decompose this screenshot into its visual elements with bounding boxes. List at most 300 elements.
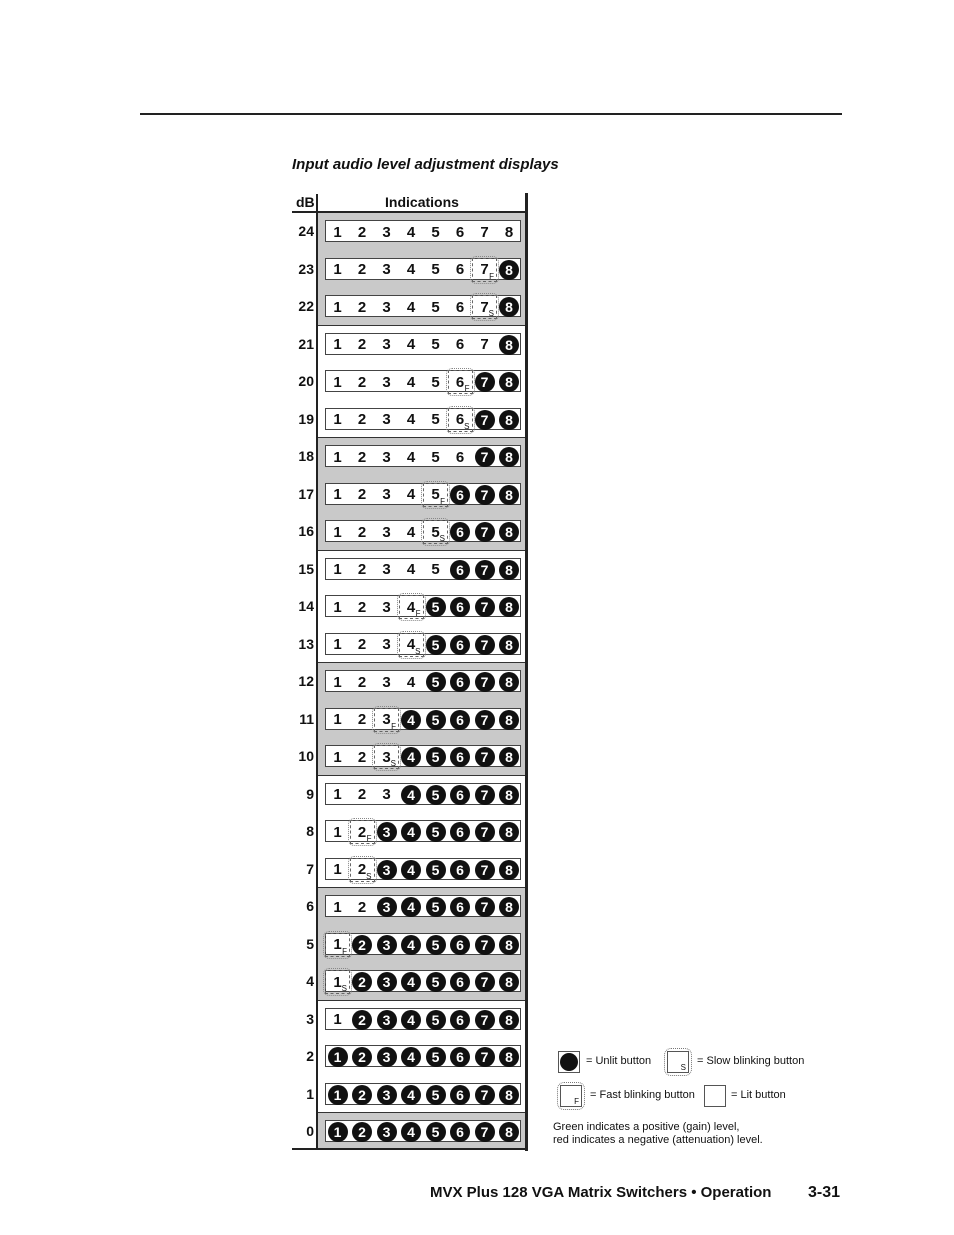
button-label: 8 [499,672,519,692]
audio-button-3 [375,521,398,543]
button-label: 1 [333,973,342,991]
button-label: 8 [499,710,519,730]
audio-button-6 [449,484,472,506]
audio-button-6 [449,1046,472,1068]
audio-button-4 [400,446,423,468]
audio-button-5 [424,784,447,806]
audio-button-1 [326,971,349,993]
button-label: 8 [504,223,514,241]
button-label: 7 [475,1010,495,1030]
button-label: 7 [475,710,495,730]
figure-title: Input audio level adjustment displays [292,156,559,173]
audio-button-4 [400,859,423,881]
note-line-1: Green indicates a positive (gain) level, [553,1121,740,1133]
button-label: 1 [333,373,342,391]
audio-button-1 [326,259,349,281]
audio-button-8 [498,784,521,806]
audio-button-1 [326,559,349,581]
button-label: 7 [475,635,495,655]
audio-button-8 [498,334,521,356]
blink-mode: S [488,309,494,318]
button-label: 3 [377,935,397,955]
audio-button-2 [351,521,374,543]
db-label: 11 [299,710,314,727]
blink-mode: S [390,759,396,768]
audio-button-4 [400,634,423,656]
button-label: 3 [382,673,391,691]
button-strip [325,1008,521,1030]
button-label: 2 [357,261,367,278]
button-label: 1 [333,261,342,278]
audio-button-8 [498,484,521,506]
button-label: 6 [450,1085,470,1105]
audio-button-4 [400,521,423,543]
audio-button-5 [424,896,447,918]
audio-button-2 [351,409,374,431]
button-label: 1 [328,1122,348,1142]
audio-button-3 [375,221,398,243]
db-label: 13 [298,635,314,652]
button-label: 6 [450,635,470,655]
db-label: 18 [298,448,314,464]
button-label: 8 [499,747,519,767]
button-label: 7 [475,747,495,767]
button-label: 1 [333,786,342,803]
button-label: 7 [475,522,495,542]
audio-button-6 [449,296,472,318]
button-label: 4 [401,1122,421,1142]
audio-button-6 [449,259,472,281]
button-label: 6 [450,522,470,542]
db-label: 2 [306,1048,314,1064]
button-label: 2 [352,1010,372,1030]
button-label: 6 [450,897,470,917]
audio-button-6 [449,709,472,731]
audio-button-7 [473,1121,496,1143]
button-label: 1 [333,748,342,766]
button-label: 4 [401,860,421,880]
button-label: 4 [406,598,416,616]
button-label: 8 [499,335,519,355]
button-label: 4 [401,935,421,955]
audio-button-4 [400,709,423,731]
button-label: 6 [455,411,465,428]
audio-button-5 [424,296,447,318]
fast-blink-button-icon: F [560,1085,582,1107]
audio-button-2 [351,296,374,318]
audio-button-4 [400,559,423,581]
db-label: 4 [306,973,314,989]
audio-button-8 [498,934,521,956]
button-label: 5 [426,822,446,842]
audio-button-5 [424,1046,447,1068]
audio-button-5 [424,634,447,656]
button-strip [325,520,521,542]
top-rule [140,113,842,115]
button-label: 1 [333,411,342,428]
audio-button-2 [351,971,374,993]
blink-mode: S [415,646,421,656]
audio-button-2 [351,559,374,581]
button-label: 2 [357,523,367,541]
button-label: 2 [352,1122,372,1142]
button-label: 2 [352,1085,372,1105]
audio-button-4 [400,296,423,318]
button-label: 4 [401,897,421,917]
button-label: 2 [357,748,367,766]
button-label: 4 [406,411,416,428]
audio-button-1 [326,634,349,656]
audio-button-8 [498,596,521,618]
audio-button-7 [473,1009,496,1031]
audio-button-4 [400,259,423,281]
button-label: 8 [499,260,519,280]
audio-button-1 [326,746,349,768]
audio-button-3 [375,559,398,581]
audio-button-4 [400,1084,423,1106]
audio-button-1 [326,334,349,356]
column-rule [316,194,318,1150]
button-label: 6 [450,1010,470,1030]
audio-button-7 [473,484,496,506]
audio-button-8 [498,409,521,431]
db-label: 6 [306,898,314,914]
button-label: 2 [357,598,367,616]
footer-title: MVX Plus 128 VGA Matrix Switchers • Operation [430,1184,772,1201]
audio-button-8 [498,634,521,656]
audio-button-8 [498,296,521,318]
page-number: 3-31 [808,1184,841,1201]
button-label: 5 [431,486,440,503]
blink-mode: S [464,421,470,431]
audio-button-4 [400,1009,423,1031]
button-label: 4 [401,972,421,992]
db-label: 10 [298,748,314,764]
blink-mode: F [366,834,372,843]
button-label: 4 [406,448,416,466]
button-label: 3 [377,972,397,992]
button-label: 6 [450,822,470,842]
button-label: 1 [333,561,342,578]
audio-button-2 [351,784,374,806]
audio-button-3 [375,971,398,993]
button-label: 3 [382,523,391,541]
bottom-rule [292,1148,528,1150]
audio-button-4 [400,746,423,768]
button-label: 1 [333,898,342,916]
button-label: 3 [382,711,391,728]
audio-button-5 [424,709,447,731]
button-label: 1 [333,861,342,878]
button-label: 7 [475,1085,495,1105]
button-label: 3 [377,897,397,917]
db-label: 8 [306,823,314,839]
audio-button-3 [375,596,398,618]
button-label: 1 [333,936,342,953]
audio-button-2 [351,1084,374,1106]
audio-button-5 [424,484,447,506]
audio-button-8 [498,446,521,468]
audio-button-8 [498,371,521,393]
audio-button-2 [351,259,374,281]
audio-button-7 [473,221,496,243]
button-label: 1 [333,1011,342,1028]
button-label: 2 [357,373,367,391]
button-label: 2 [357,448,367,466]
audio-button-7 [473,596,496,618]
button-label: 8 [499,297,519,317]
button-label: 7 [475,485,495,505]
button-label: 3 [377,1047,397,1067]
db-label: 15 [298,560,314,577]
header-db: dB [296,194,315,210]
button-label: 6 [450,747,470,767]
button-label: 4 [406,298,416,316]
button-label: 5 [426,1085,446,1105]
button-label: 7 [475,1047,495,1067]
button-label: 5 [431,298,440,316]
audio-button-3 [375,821,398,843]
color-note [553,1121,763,1147]
audio-button-5 [424,221,447,243]
button-label: 4 [406,486,416,503]
audio-button-8 [498,859,521,881]
audio-button-8 [498,709,521,731]
audio-button-7 [473,634,496,656]
audio-button-4 [400,784,423,806]
button-label: 3 [377,1010,397,1030]
audio-button-2 [351,934,374,956]
button-label: 1 [328,1085,348,1105]
audio-button-1 [326,521,349,543]
button-label: 5 [426,897,446,917]
audio-button-2 [351,1046,374,1068]
button-label: 5 [431,223,440,241]
audio-button-6 [449,596,472,618]
button-strip [325,295,521,317]
button-label: 5 [426,597,446,617]
button-label: 7 [475,897,495,917]
button-strip [325,370,521,392]
button-label: 7 [475,1122,495,1142]
blink-mode: F [464,384,470,393]
audio-button-3 [375,259,398,281]
button-label: 2 [357,861,367,878]
audio-button-6 [449,671,472,693]
audio-button-5 [424,1121,447,1143]
button-label: 2 [352,972,372,992]
button-strip [325,220,521,242]
audio-button-7 [473,1084,496,1106]
audio-button-2 [351,671,374,693]
audio-button-3 [375,746,398,768]
button-strip [325,595,521,617]
button-label: 3 [382,598,391,616]
audio-button-4 [400,821,423,843]
audio-button-6 [449,559,472,581]
db-label: 21 [298,335,314,352]
audio-button-4 [400,371,423,393]
button-label: 6 [450,1122,470,1142]
button-label: 2 [357,673,367,691]
lit-button-icon [704,1085,726,1107]
button-label: 5 [426,860,446,880]
legend-lit: = Lit button [731,1089,786,1101]
audio-button-1 [326,821,349,843]
button-label: 2 [357,823,367,841]
audio-button-2 [351,859,374,881]
audio-button-7 [473,334,496,356]
blink-mode: F [489,271,494,281]
button-label: 7 [480,261,489,278]
audio-button-5 [424,934,447,956]
audio-button-5 [424,259,447,281]
audio-button-7 [473,746,496,768]
audio-button-3 [375,296,398,318]
button-label: 6 [455,448,465,466]
blink-mode: F [440,496,445,506]
audio-button-5 [424,409,447,431]
audio-button-4 [400,334,423,356]
button-strip [325,933,521,955]
button-label: 2 [357,786,367,803]
button-label: 1 [333,486,342,503]
blink-mode: S [439,534,445,543]
button-label: 3 [382,561,391,578]
button-label: 8 [499,485,519,505]
audio-button-1 [326,709,349,731]
audio-button-1 [326,296,349,318]
audio-button-1 [326,859,349,881]
audio-button-1 [326,1121,349,1143]
button-label: 7 [475,560,495,580]
button-label: 6 [450,710,470,730]
audio-button-6 [449,784,472,806]
button-label: 3 [382,298,391,316]
button-label: 5 [426,972,446,992]
button-strip [325,783,521,805]
audio-button-4 [400,221,423,243]
button-label: 5 [426,935,446,955]
button-label: 5 [426,747,446,767]
button-label: 1 [333,298,342,316]
button-label: 3 [377,860,397,880]
button-strip [325,895,521,917]
button-label: 8 [499,560,519,580]
button-label: 5 [431,411,440,428]
button-strip [325,820,521,842]
audio-button-5 [424,559,447,581]
button-label: 3 [382,336,391,353]
audio-button-6 [449,821,472,843]
legend-fast: = Fast blinking button [590,1089,695,1101]
button-label: 2 [352,935,372,955]
audio-button-8 [498,259,521,281]
audio-button-4 [400,934,423,956]
button-label: 7 [475,785,495,805]
button-label: 3 [377,822,397,842]
audio-button-1 [326,1009,349,1031]
button-label: 2 [352,1047,372,1067]
audio-button-1 [326,671,349,693]
audio-button-1 [326,596,349,618]
audio-button-5 [424,371,447,393]
db-label: 23 [298,260,314,277]
button-label: 3 [382,261,391,278]
db-label: 16 [298,523,314,539]
audio-button-1 [326,896,349,918]
audio-button-3 [375,1121,398,1143]
audio-button-4 [400,1046,423,1068]
audio-button-6 [449,371,472,393]
db-label: 20 [298,373,314,389]
audio-button-8 [498,221,521,243]
audio-button-6 [449,409,472,431]
button-label: 7 [475,447,495,467]
db-label: 3 [306,1010,314,1027]
slow-blink-button-icon: S [667,1051,689,1073]
button-strip [325,1120,521,1142]
button-label: 8 [499,935,519,955]
button-strip [325,333,521,355]
button-label: 3 [377,1122,397,1142]
button-label: 5 [431,373,440,391]
button-label: 5 [426,1010,446,1030]
button-label: 8 [499,522,519,542]
button-strip [325,1083,521,1105]
button-label: 5 [426,1047,446,1067]
blink-mode: S [366,871,372,881]
button-label: 6 [450,560,470,580]
db-label: 24 [298,223,314,239]
audio-button-3 [375,334,398,356]
button-label: 2 [357,486,367,503]
audio-button-3 [375,671,398,693]
audio-button-2 [351,821,374,843]
button-label: 3 [382,411,391,428]
button-label: 2 [357,336,367,353]
audio-button-3 [375,634,398,656]
button-label: 1 [333,448,342,466]
legend-slow: = Slow blinking button [697,1055,805,1067]
button-label: 4 [406,561,416,578]
audio-button-1 [326,1046,349,1068]
button-label: 4 [406,223,416,241]
button-label: 5 [426,785,446,805]
button-label: 2 [357,898,367,916]
audio-button-8 [498,1046,521,1068]
audio-button-1 [326,409,349,431]
button-label: 5 [426,1122,446,1142]
audio-button-5 [424,821,447,843]
button-label: 5 [431,336,440,353]
audio-button-2 [351,334,374,356]
right-rule [525,193,528,1151]
db-label: 0 [306,1123,314,1139]
audio-button-8 [498,746,521,768]
audio-button-7 [473,896,496,918]
audio-button-8 [498,521,521,543]
audio-button-8 [498,1009,521,1031]
audio-button-5 [424,1084,447,1106]
audio-button-2 [351,709,374,731]
audio-button-3 [375,1084,398,1106]
audio-button-2 [351,221,374,243]
audio-button-6 [449,859,472,881]
button-label: 3 [382,748,391,766]
db-label: 1 [306,1085,314,1102]
audio-button-3 [375,1046,398,1068]
